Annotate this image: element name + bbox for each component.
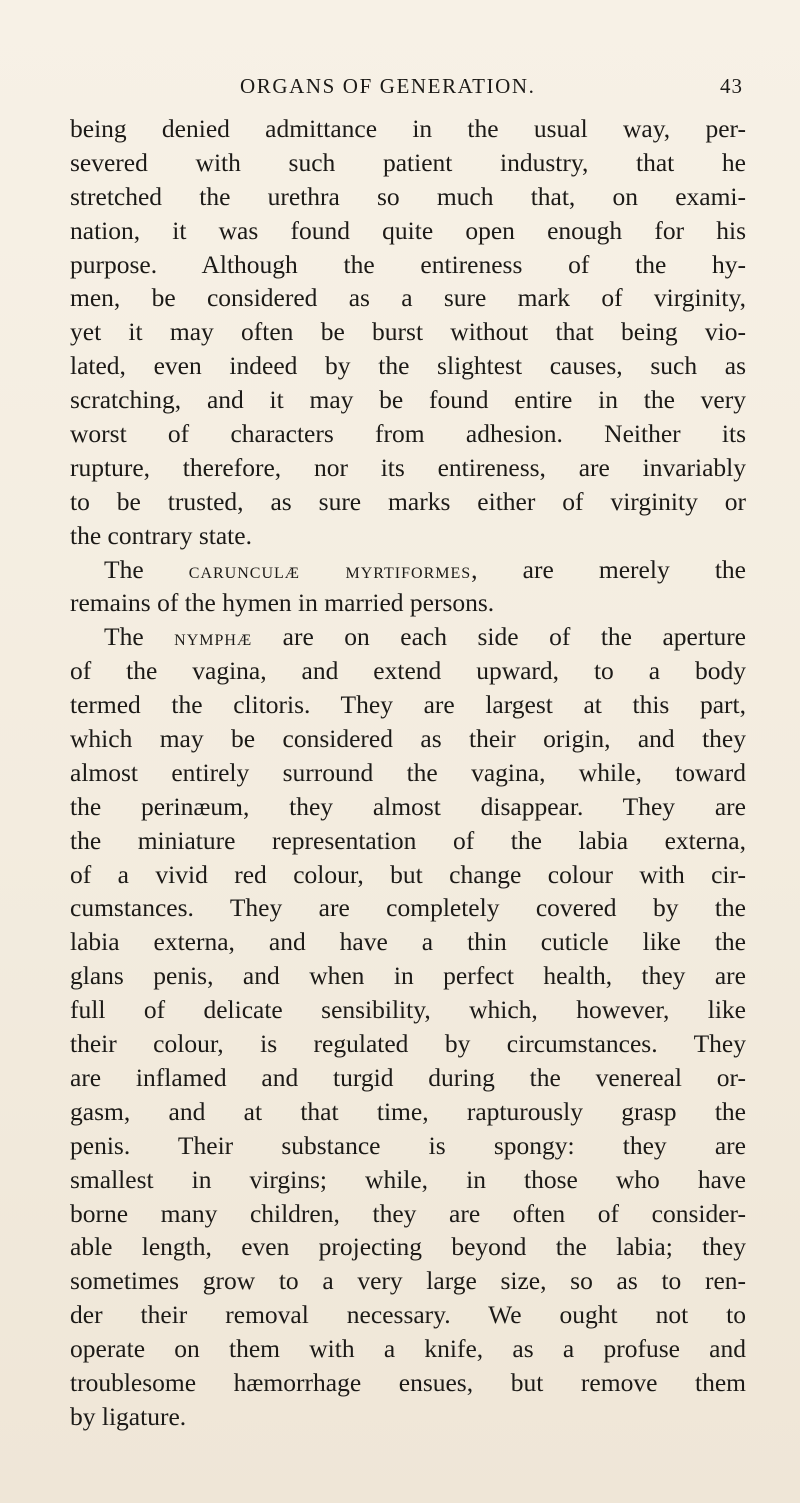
text-line: yet it may often be burst without that being vio- [70,317,746,347]
page-header [0,74,800,104]
text-line: to be trusted, as sure marks either of virginity or [70,486,746,516]
text-line: able length, even projecting beyond the labia; they [70,1232,746,1262]
text-line: the contrary state. [70,520,252,550]
text-line: of a vivid red colour, but change colour with cir- [70,859,746,889]
text-line: der their removal necessary. We ought not to [70,1300,746,1330]
text-line: the miniature representation of the labia externa, [70,825,746,855]
paragraph-caruncle-first-line [70,553,746,587]
text-line: termed the clitoris. They are largest at this part, [70,690,746,720]
text-line: rupture, therefore, nor its entireness, are invariably [70,452,746,482]
text-line: smallest in virgins; while, in those who have [70,1164,746,1194]
paragraph-nymphae-first-line [70,620,746,654]
text-fragment: are on each side of the aperture [252,622,746,652]
text-line: worst of characters from adhesion. Neither its [70,419,746,449]
text-line: penis. Their substance is spongy: they are [70,1130,746,1160]
text-fragment: , are merely the [471,554,746,584]
text-line: scratching, and it may be found entire in the very [70,385,746,415]
text-line: borne many children, they are often of consider- [70,1198,746,1228]
text-line: gasm, and at that time, rapturously grasp the [70,1096,746,1126]
text-line: remains of the hymen in married persons. [70,588,495,618]
text-fragment: The [104,554,189,584]
text-line: full of delicate sensibility, which, however, like [70,995,746,1025]
text-line: which may be considered as their origin, and they [70,724,746,754]
text-line: the perinæum, they almost disappear. They are [70,791,746,821]
text-line: troublesome hæmorrhage ensues, but remove them [70,1367,746,1397]
text-line: almost entirely surround the vagina, while, toward [70,757,746,787]
text-line: of the vagina, and extend upward, to a body [70,656,746,686]
term-caruncle: carunculæ myrtiformes [188,557,472,583]
text-line: are inflamed and turgid during the venereal or- [70,1062,746,1092]
running-title: ORGANS OF GENERATION. [240,74,536,98]
text-line: stretched the urethra so much that, on exami- [70,181,746,211]
text-line: nation, it was found quite open enough for his [70,215,746,245]
body-text [70,112,746,1434]
text-line: by ligature. [70,1401,187,1431]
page-number: 43 [720,74,743,98]
text-line: sometimes grow to a very large size, so as to ren- [70,1266,746,1296]
text-line: their colour, is regulated by circumstances. They [70,1029,746,1059]
text-line: operate on them with a knife, as a profuse and [70,1334,746,1364]
text-line: men, be considered as a sure mark of virginity, [70,283,746,313]
text-line: severed with such patient industry, that he [70,147,746,177]
text-line: purpose. Although the entireness of the hy- [70,249,746,279]
text-line: cumstances. They are completely covered by the [70,893,746,923]
text-line: labia externa, and have a thin cuticle like the [70,927,746,957]
text-fragment: The [104,622,175,652]
text-line: being denied admittance in the usual way, per- [70,114,746,143]
term-nymphae: nymphæ [174,625,253,651]
text-line: glans penis, and when in perfect health, they are [70,961,746,991]
text-line: lated, even indeed by the slightest causes, such as [70,351,746,381]
